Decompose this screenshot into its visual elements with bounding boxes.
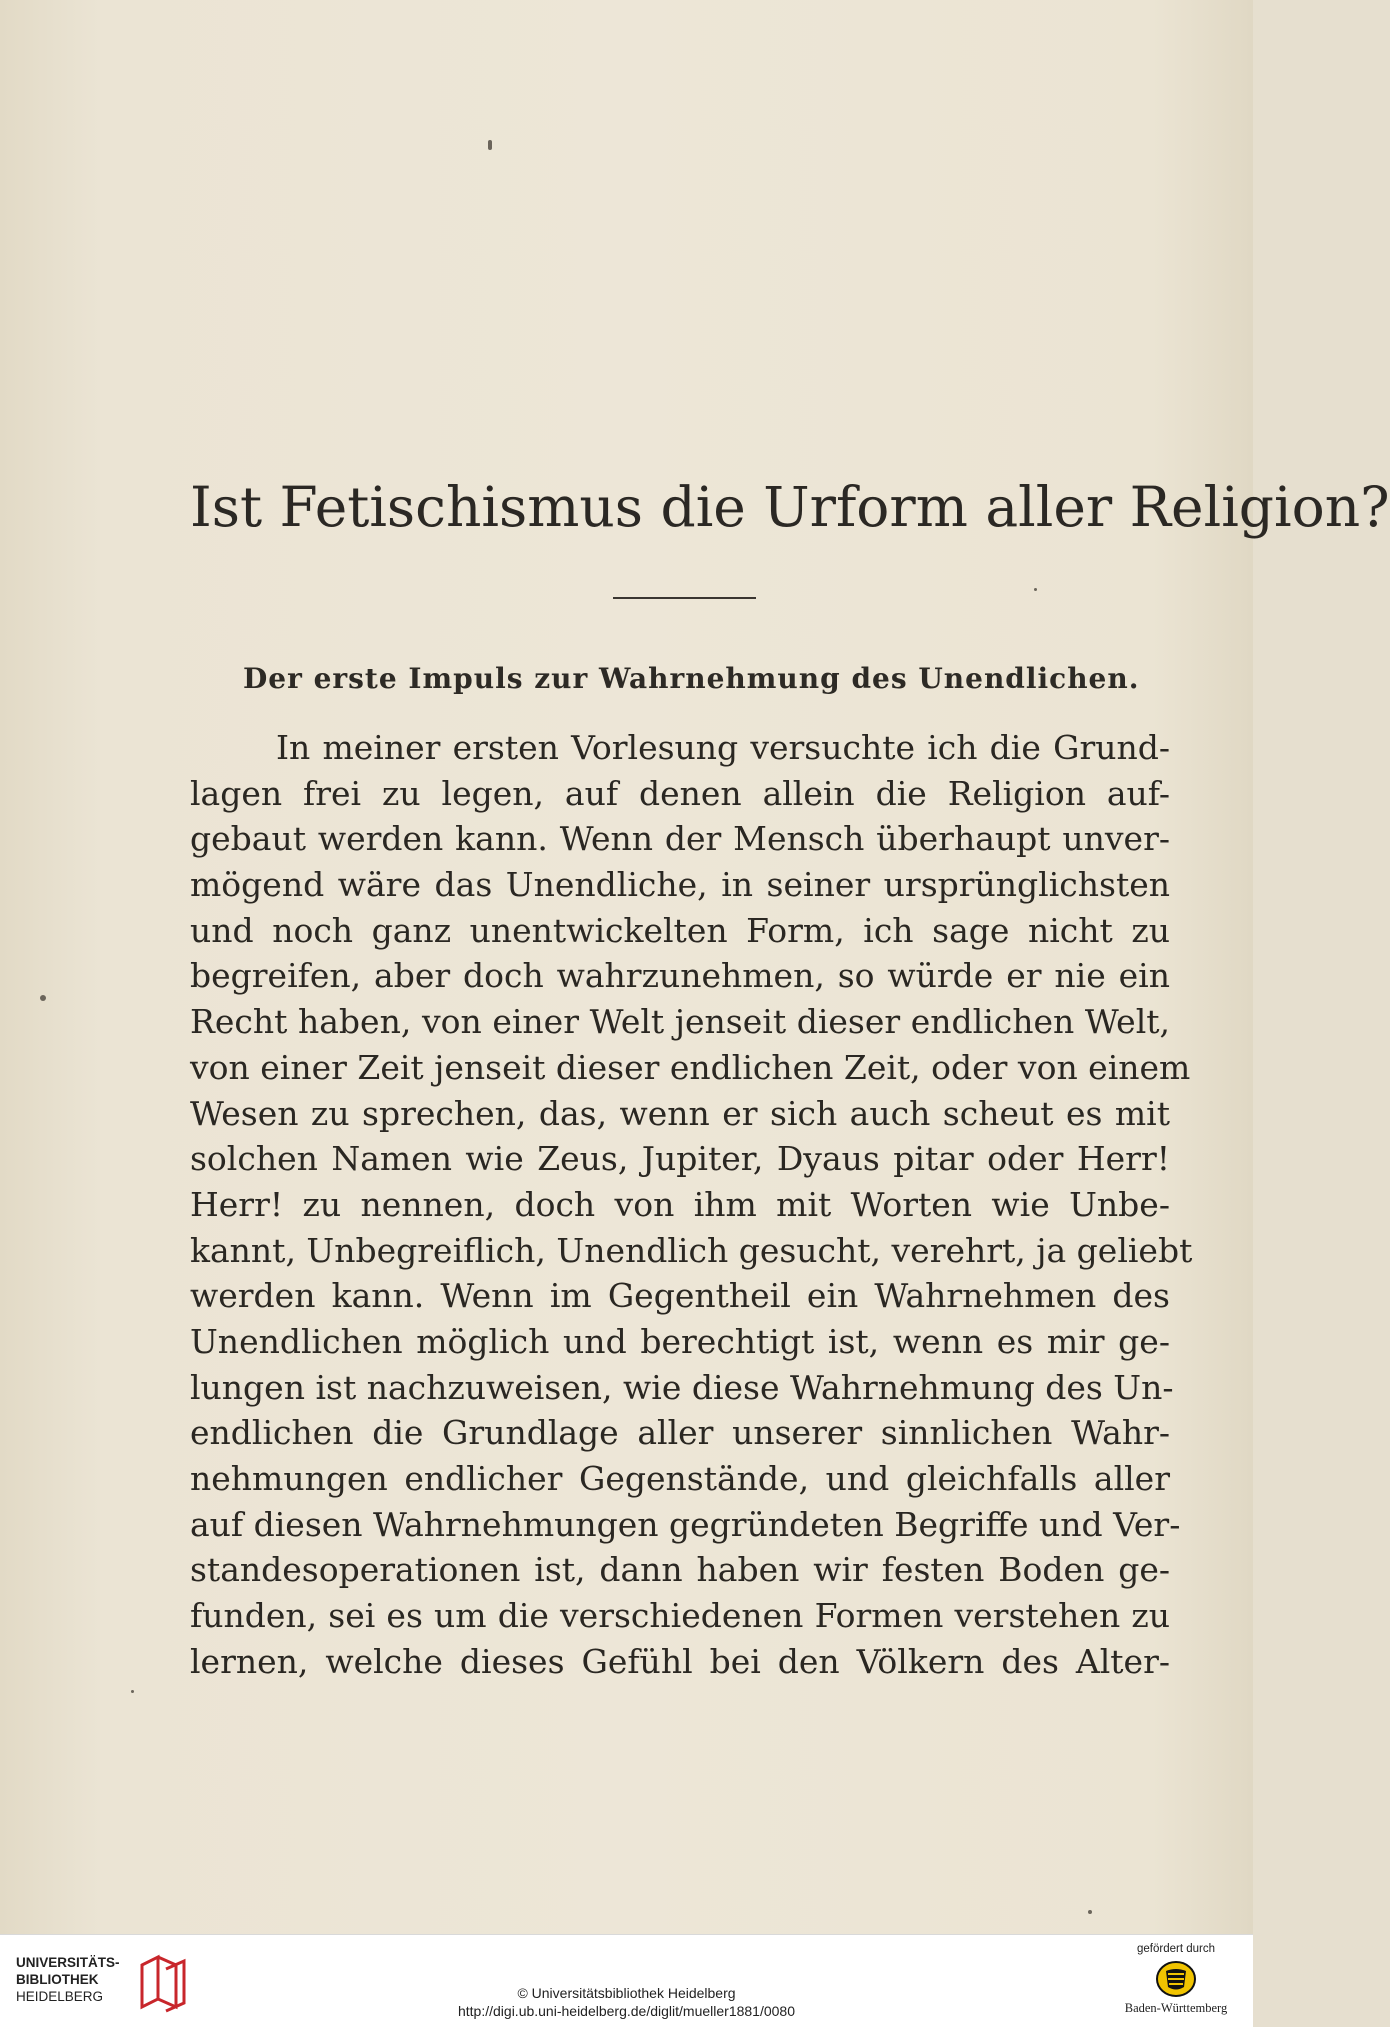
page-title: Ist Fetischismus die Urform aller Religion? xyxy=(190,475,1390,539)
funder-block xyxy=(1111,1943,1241,2023)
paper-speck xyxy=(1034,588,1037,591)
text-line: werden kann. Wenn im Gegentheil ein Wahrnehmen des xyxy=(190,1276,1170,1316)
text-line: solchen Namen wie Zeus, Jupiter, Dyaus pitar oder Herr! xyxy=(190,1139,1170,1179)
text-line: Recht haben, von einer Welt jenseit dieser endlichen Welt, xyxy=(190,1002,1170,1042)
paper-speck xyxy=(131,1690,134,1693)
text-line: nehmungen endlicher Gegenstände, und gleichfalls aller xyxy=(190,1459,1170,1498)
paper-speck xyxy=(1088,1910,1092,1914)
text-line: Unendlichen möglich und berechtigt ist, wenn es mir ge- xyxy=(190,1321,1170,1361)
section-heading: Der erste Impuls zur Wahrnehmung des Unendlichen. xyxy=(243,662,1140,695)
library-name-line: UNIVERSITÄTS- xyxy=(16,1955,120,1970)
text-line: von einer Zeit jenseit dieser endlichen Zeit, oder von einem xyxy=(190,1047,1191,1087)
text-line: Wesen zu sprechen, das, wenn er sich auch scheut es mit xyxy=(190,1093,1170,1133)
text-line: lernen, welche dieses Gefühl bei den Völkern des Alter- xyxy=(190,1641,1170,1681)
text-line: und noch ganz unentwickelten Form, ich sage nicht zu xyxy=(190,910,1170,950)
source-url[interactable]: http://digi.ub.uni-heidelberg.de/diglit/mueller1881/0080 xyxy=(457,2003,795,2019)
text-line: gebaut werden kann. Wenn der Mensch überhaupt unver- xyxy=(190,819,1170,859)
text-line: funden, sei es um die verschiedenen Formen verstehen zu xyxy=(190,1596,1170,1636)
funder-label: gefördert durch xyxy=(1137,1943,1215,1955)
text-line: In meiner ersten Vorlesung versuchte ich die Grund- xyxy=(276,728,1170,767)
library-city-line: HEIDELBERG xyxy=(16,1989,104,2004)
text-line: auf diesen Wahrnehmungen gegründeten Begriffe und Ver- xyxy=(190,1504,1181,1544)
text-line: begreifen, aber doch wahrzunehmen, so würde er nie ein xyxy=(190,956,1170,996)
library-name-line: BIBLIOTHEK xyxy=(16,1972,99,1987)
paper-speck xyxy=(488,140,492,150)
paper-speck xyxy=(40,995,46,1001)
text-line: mögend wäre das Unendliche, in seiner ursprünglichsten xyxy=(190,865,1170,905)
text-line: endlichen die Grundlage aller unserer sinnlichen Wahr- xyxy=(190,1413,1170,1453)
footer-bar xyxy=(0,1934,1253,2027)
baden-wuerttemberg-crest-icon xyxy=(1154,1959,1198,1999)
body-paragraph xyxy=(190,725,1193,1684)
text-line: kannt, Unbegreiflich, Unendlich gesucht, verehrt, ja geliebt xyxy=(190,1230,1193,1270)
copyright-notice: © Universitätsbibliothek Heidelberg xyxy=(517,1985,736,2001)
text-line: lungen ist nachzuweisen, wie diese Wahrnehmung des Un- xyxy=(190,1367,1174,1407)
text-line: lagen frei zu legen, auf denen allein die Religion auf- xyxy=(190,773,1170,813)
text-line: standesoperationen ist, dann haben wir festen Boden ge- xyxy=(190,1550,1170,1590)
title-divider xyxy=(613,597,756,599)
text-line: Herr! zu nennen, doch von ihm mit Worten wie Unbe- xyxy=(190,1184,1170,1224)
funder-name: Baden-Württemberg xyxy=(1124,2001,1228,2015)
